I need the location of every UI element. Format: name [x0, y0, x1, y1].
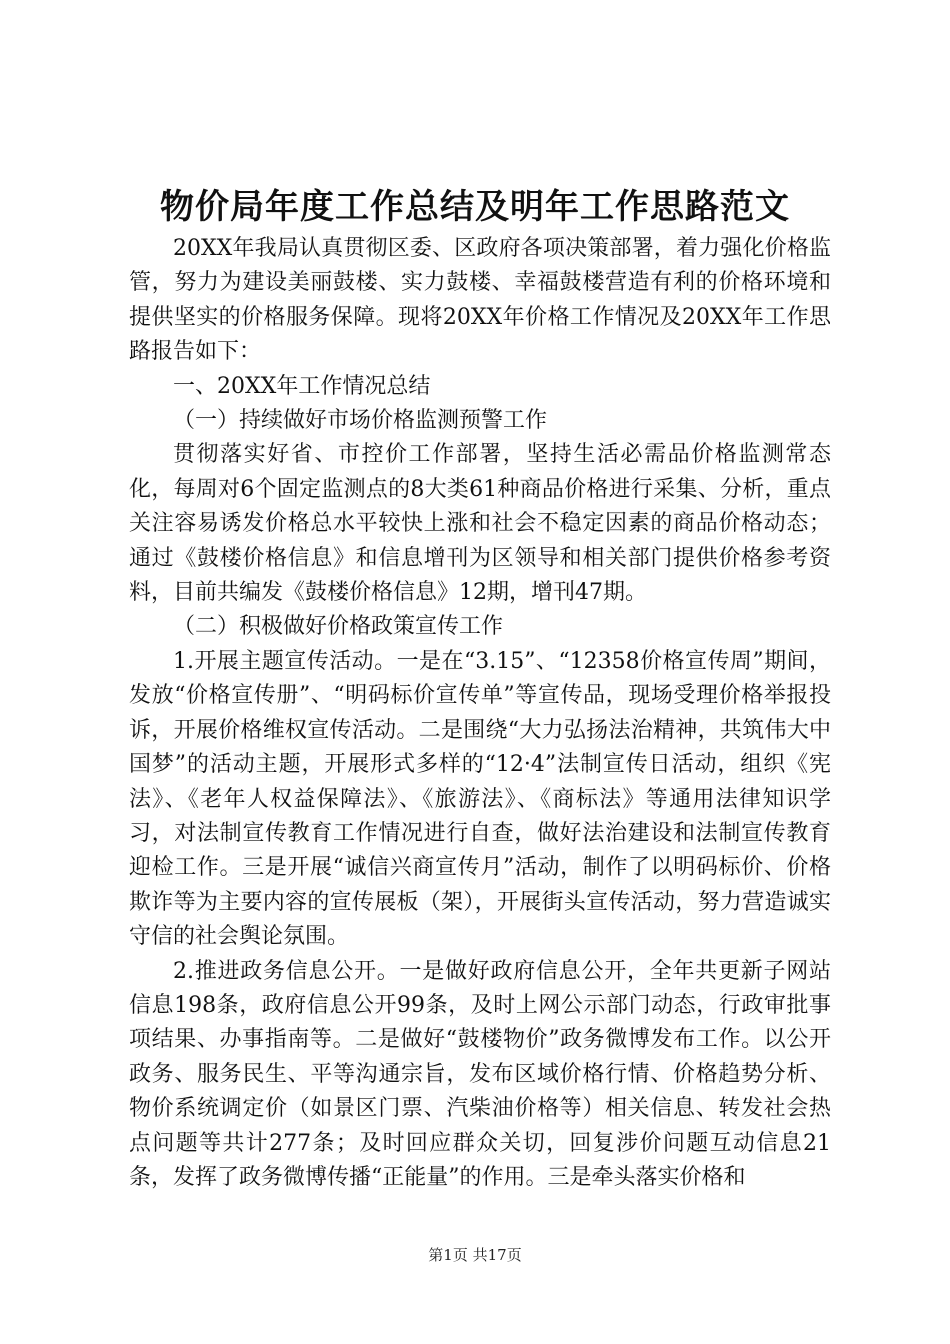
section-heading-1: 一、20XX年工作情况总结	[173, 373, 431, 399]
info-disclosure-paragraph: 2.推进政务信息公开。一是做好政府信息公开，全年共更新子网站信息198条，政府信息公开99条，及时上网公示部门动态，行政审批事项结果、办事指南等。二是做好“鼓楼物价”政务微博发布工作。以公开政务、服务民生、平等沟通宗旨，发布区域价格行情、价格趋势分析、物价系统调定价（如景区门票、汽柴油价格等）相关信息、转发社会热点问题等共计277条；及时回应群众关切，回复涉价问题互动信息21条，发挥了政务微博传播“正能量”的作用。三是牵头落实价格和	[129, 958, 831, 1190]
publicity-paragraph: 1.开展主题宣传活动。一是在“3.15”、“12358价格宣传周”期间，发放“价格宣传册”、“明码标价宣传单”等宣传品，现场受理价格举报投诉，开展价格维权宣传活动。二是围绕“大力弘扬法治精神，共筑伟大中国梦”的活动主题，开展形式多样的“12·4”法制宣传日活动，组织《宪法》、《老年人权益保障法》、《旅游法》、《商标法》等通用法律知识学习，对法制宣传教育工作情况进行自查，做好法治建设和法制宣传教育迎检工作。三是开展“诚信兴商宣传月”活动，制作了以明码标价、价格欺诈等为主要内容的宣传展板（架），开展街头宣传活动，努力营造诚实守信的社会舆论氛围。	[129, 648, 831, 950]
subsection-heading-2: （二）积极做好价格政策宣传工作	[173, 614, 504, 640]
subsection-heading-1: （一）持续做好市场价格监测预警工作	[173, 408, 548, 434]
intro-paragraph: 20XX年我局认真贯彻区委、区政府各项决策部署，着力强化价格监管，努力为建设美丽鼓楼、实力鼓楼、幸福鼓楼营造有利的价格环境和提供坚实的价格服务保障。现将20XX年价格工作情况及20XX年工作思路报告如下：	[129, 236, 831, 365]
document-title: 物价局年度工作总结及明年工作思路范文	[160, 187, 790, 227]
monitoring-paragraph: 贯彻落实好省、市控价工作部署，坚持生活必需品价格监测常态化，每周对6个固定监测点的8大类61种商品价格进行采集、分析，重点关注容易诱发价格总水平较快上涨和社会不稳定因素的商品价格动态；通过《鼓楼价格信息》和信息增刊为区领导和相关部门提供价格参考资料，目前共编发《鼓楼价格信息》12期，增刊47期。	[129, 442, 831, 606]
page-footer: 第1页 共17页	[428, 1246, 522, 1264]
document-body	[129, 232, 831, 1195]
